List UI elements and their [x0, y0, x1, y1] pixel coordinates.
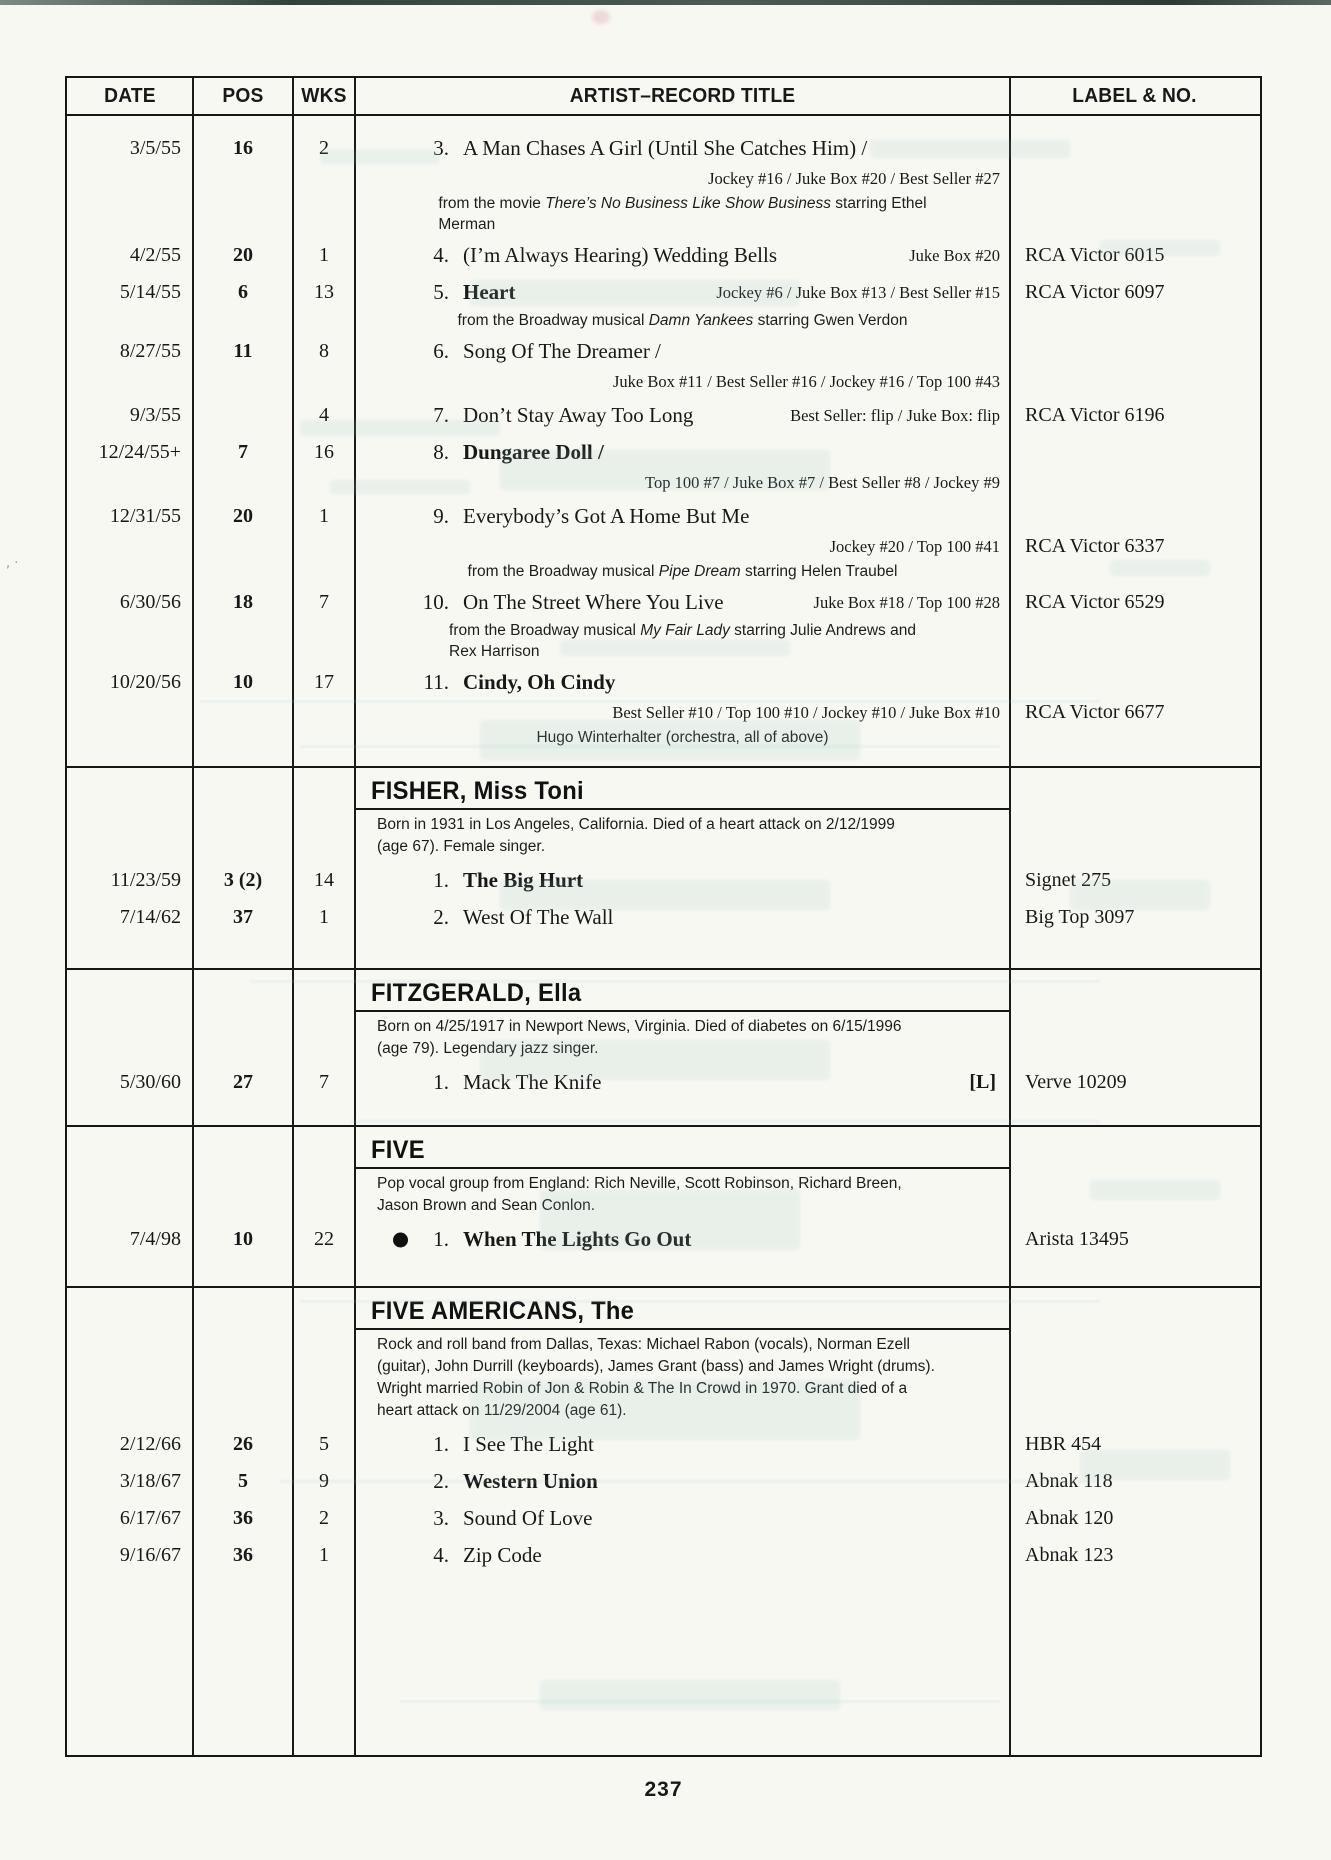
date-cell: 5/30/60	[119, 1071, 181, 1093]
page-number: 237	[644, 1778, 683, 1801]
chart-positions-row	[67, 533, 1260, 560]
artist-underline	[354, 1328, 1010, 1330]
peak-position-cell: 5	[238, 1470, 248, 1492]
song-note-line: from the movie There’s No Business Like Show Business starring Ethel	[438, 195, 927, 212]
title-cell	[355, 561, 1010, 582]
bleed-through-smudge	[560, 640, 790, 656]
peak-position-cell: 10	[233, 1228, 253, 1250]
song-title: Zip Code	[463, 1543, 542, 1567]
song-note	[457, 310, 907, 331]
weeks-cell: 1	[319, 505, 329, 527]
entry-number: 1.	[433, 1070, 449, 1094]
song-note	[468, 561, 898, 582]
entry-number: 7.	[433, 403, 449, 427]
title-cell	[355, 193, 1010, 235]
song-note-row	[67, 561, 1260, 582]
date-cell	[67, 561, 193, 582]
weeks-cell	[293, 561, 355, 582]
peak-position-cell	[193, 368, 293, 395]
artist-bio-line: Rock and roll band from Dallas, Texas: Michael Rabon (vocals), Norman Ezell	[377, 1336, 910, 1353]
chart-positions-row	[67, 165, 1260, 192]
date-cell	[67, 620, 193, 662]
record-label: HBR 454	[1025, 1433, 1102, 1455]
chart-entry-row	[67, 239, 1260, 272]
bleed-through-smudge	[470, 1380, 860, 1440]
chart-positions-inline: Juke Box #20	[909, 245, 1000, 265]
bleed-through-line	[300, 1300, 1100, 1303]
chart-positions-text: Jockey #20 / Top 100 #41	[829, 537, 1000, 556]
gold-record-dot	[393, 1232, 408, 1247]
entry-number: 2.	[433, 905, 449, 929]
entry-number: 4.	[433, 1543, 449, 1567]
column-divider	[192, 78, 194, 1755]
title-cell	[355, 1506, 1010, 1531]
entry-number: 1.	[433, 1227, 449, 1251]
record-label: RCA Victor 6337	[1025, 535, 1165, 557]
entry-number: 1.	[433, 1432, 449, 1456]
chart-positions-text: Top 100 #7 / Juke Box #7 / Best Seller #8 / Jockey #9	[645, 473, 1000, 492]
peak-position-cell: 20	[233, 505, 253, 527]
weeks-cell: 9	[319, 1470, 329, 1492]
chart-positions-text: Best Seller #10 / Top 100 #10 / Jockey #10 / Juke Box #10	[612, 703, 1000, 722]
weeks-cell	[293, 193, 355, 235]
record-label: Abnak 123	[1025, 1544, 1114, 1566]
chart-positions-inline: Juke Box #18 / Top 100 #28	[813, 592, 1000, 612]
table-header-row	[67, 78, 1260, 116]
bleed-through-smudge	[330, 480, 470, 494]
peak-position-cell: 20	[233, 244, 253, 266]
italic-work-title: Pipe Dream	[658, 563, 741, 580]
song-note-row	[67, 310, 1260, 331]
peak-position-cell: 7	[238, 441, 248, 463]
artist-bio-line: heart attack on 11/29/2004 (age 61).	[377, 1402, 627, 1419]
table-body	[67, 116, 1260, 1755]
date-cell: 9/16/67	[119, 1544, 181, 1566]
peak-position-cell	[193, 699, 293, 726]
record-label: Abnak 118	[1025, 1470, 1113, 1492]
peak-position-cell	[193, 620, 293, 662]
peak-position-cell	[193, 533, 293, 560]
record-label: RCA Victor 6015	[1025, 244, 1165, 266]
bleed-through-smudge	[300, 420, 500, 436]
chart-positions-inline: Best Seller: flip / Juke Box: flip	[790, 405, 1000, 425]
bleed-through-smudge	[480, 1040, 830, 1080]
title-cell	[355, 339, 1010, 364]
entry-number: 10.	[422, 590, 449, 614]
header-artist-record-title: ARTIST–RECORD TITLE	[569, 84, 796, 107]
artist-underline	[354, 1010, 1010, 1012]
weeks-cell	[293, 533, 355, 560]
song-note-line: Merman	[438, 216, 496, 233]
artist-name: FIVE AMERICANS, The	[371, 1296, 635, 1325]
weeks-cell: 2	[319, 137, 329, 159]
peak-position-cell: 26	[233, 1433, 253, 1455]
song-title: Heart	[463, 280, 516, 304]
italic-work-title: My Fair Lady	[640, 622, 730, 639]
weeks-cell: 7	[319, 1071, 329, 1093]
record-label	[1010, 310, 1259, 331]
artist-underline	[354, 1167, 1010, 1169]
scan-artifact	[592, 10, 610, 24]
entry-number: 6.	[433, 339, 449, 363]
date-cell: 9/3/55	[129, 404, 181, 426]
weeks-cell	[293, 699, 355, 726]
artist-bio-line: Pop vocal group from England: Rich Neville, Scott Robinson, Richard Breen,	[377, 1175, 902, 1192]
date-cell: 12/24/55+	[98, 441, 181, 463]
record-label: Abnak 120	[1025, 1507, 1114, 1529]
weeks-cell: 5	[319, 1433, 329, 1455]
date-cell	[67, 368, 193, 395]
song-title: I See The Light	[463, 1432, 594, 1456]
song-title: Dungaree Doll /	[463, 440, 604, 464]
bleed-through-smudge	[1080, 1450, 1230, 1480]
chart-table	[65, 76, 1262, 1757]
peak-position-cell	[193, 193, 293, 235]
weeks-cell: 1	[319, 1544, 329, 1566]
artist-bio-line: (guitar), John Durrill (keyboards), James Grant (bass) and James Wright (drums).	[377, 1358, 935, 1375]
title-cell	[355, 243, 1010, 268]
artist-underline	[354, 808, 1010, 810]
weeks-cell: 1	[319, 906, 329, 928]
chart-positions-inline: Jockey #6 / Juke Box #13 / Best Seller #15	[716, 282, 1000, 302]
record-label: RCA Victor 6677	[1025, 701, 1165, 723]
bleed-through-line	[350, 1120, 1100, 1123]
entry-number: 3.	[433, 136, 449, 160]
record-label: RCA Victor 6097	[1025, 281, 1165, 303]
weeks-cell: 7	[319, 591, 329, 613]
record-label: Big Top 3097	[1025, 906, 1135, 928]
header-wks: WKS	[301, 84, 347, 107]
record-label: RCA Victor 6196	[1025, 404, 1165, 426]
song-title: Song Of The Dreamer /	[463, 339, 661, 363]
chart-positions-text: Jockey #16 / Juke Box #20 / Best Seller #27	[708, 169, 1000, 188]
record-label	[1010, 469, 1259, 496]
date-cell: 10/20/56	[109, 671, 181, 693]
weeks-cell: 16	[314, 441, 334, 463]
artist-bio-line: Wright married Robin of Jon & Robin & The In Crowd in 1970. Grant died of a	[377, 1380, 908, 1397]
song-title: Everybody’s Got A Home But Me	[463, 504, 750, 528]
date-cell	[67, 193, 193, 235]
bleed-through-smudge	[870, 140, 1070, 158]
artist-name: FITZGERALD, Ella	[371, 978, 582, 1007]
peak-position-cell: 11	[233, 340, 253, 362]
record-label	[1010, 368, 1259, 395]
date-cell: 6/30/56	[119, 591, 181, 613]
peak-position-cell: 36	[233, 1507, 253, 1529]
peak-position-cell	[193, 310, 293, 331]
date-cell: 7/4/98	[129, 1228, 181, 1250]
bleed-through-line	[300, 745, 1000, 748]
chart-entry-row	[67, 500, 1260, 533]
artist-bio-line: (age 67). Female singer.	[377, 838, 546, 855]
bleed-through-line	[200, 700, 1100, 703]
bleed-through-line	[400, 1700, 1000, 1703]
peak-position-cell	[193, 165, 293, 192]
weeks-cell: 17	[314, 671, 334, 693]
date-cell	[67, 533, 193, 560]
song-title: Cindy, Oh Cindy	[463, 670, 616, 694]
date-cell: 6/17/67	[119, 1507, 181, 1529]
weeks-cell: 1	[319, 244, 329, 266]
artist-name: FISHER, Miss Toni	[371, 776, 584, 805]
date-cell	[67, 699, 193, 726]
song-title: Don’t Stay Away Too Long	[463, 403, 694, 427]
weeks-cell: 22	[314, 1228, 334, 1250]
record-label: Arista 13495	[1025, 1228, 1129, 1250]
title-cell	[355, 504, 1010, 529]
artist-name-row	[67, 774, 1260, 808]
date-cell	[67, 165, 193, 192]
weeks-cell	[293, 620, 355, 662]
record-label	[1010, 620, 1259, 662]
bleed-through-smudge	[1100, 240, 1220, 256]
song-note-line: Hugo Winterhalter (orchestra, all of above)	[536, 729, 829, 746]
bleed-through-smudge	[470, 280, 800, 306]
song-note-line: from the Broadway musical My Fair Lady starring Julie Andrews and	[449, 622, 916, 639]
pencil-mark: , ·	[6, 556, 19, 571]
entry-number: 9.	[433, 504, 449, 528]
date-cell: 2/12/66	[119, 1433, 181, 1455]
peak-position-cell: 16	[233, 137, 253, 159]
date-cell: 12/31/55	[109, 505, 181, 527]
artist-bio-line: Born in 1931 in Los Angeles, California. Died of a heart attack on 2/12/1999	[377, 816, 895, 833]
bleed-through-smudge	[540, 1680, 840, 1710]
song-note-line: from the Broadway musical Pipe Dream starring Helen Traubel	[467, 563, 898, 580]
peak-position-cell: 3 (2)	[223, 869, 263, 891]
song-title: West Of The Wall	[463, 905, 614, 929]
peak-position-cell: 6	[238, 281, 248, 303]
record-label	[1010, 165, 1259, 192]
peak-position-cell: 10	[233, 671, 253, 693]
song-title: Western Union	[463, 1469, 598, 1493]
title-cell	[355, 590, 1010, 615]
record-label: RCA Victor 6529	[1025, 591, 1165, 613]
artist-bio-line: Jason Brown and Sean Conlon.	[377, 1197, 596, 1214]
title-cell	[355, 310, 1010, 331]
weeks-cell	[293, 310, 355, 331]
record-label	[1010, 193, 1259, 235]
song-title: A Man Chases A Girl (Until She Catches Him) /	[463, 136, 868, 160]
song-note-line: from the Broadway musical Damn Yankees starring Gwen Verdon	[457, 312, 908, 329]
weeks-cell: 13	[314, 281, 334, 303]
song-note	[438, 193, 926, 235]
italic-work-title: Damn Yankees	[648, 312, 754, 329]
bleed-through-smudge	[1110, 560, 1210, 576]
record-label: Verve 10209	[1025, 1071, 1127, 1093]
entry-number: 4.	[433, 243, 449, 267]
song-title: When The Lights Go Out	[463, 1227, 692, 1251]
record-label: Signet 275	[1025, 869, 1112, 891]
bleed-through-smudge	[1090, 1180, 1220, 1200]
chart-entry-row	[67, 399, 1260, 432]
peak-position-cell: 18	[233, 591, 253, 613]
song-title: (I’m Always Hearing) Wedding Bells	[463, 243, 778, 267]
peak-position-cell: 27	[233, 1071, 253, 1093]
chart-entry-row	[67, 586, 1260, 619]
peak-position-cell	[193, 727, 293, 748]
date-cell: 11/23/59	[110, 869, 181, 891]
chart-entry-row	[67, 1539, 1260, 1572]
weeks-cell: 4	[319, 404, 329, 426]
chart-entry-row	[67, 335, 1260, 368]
weeks-cell: 14	[314, 869, 334, 891]
peak-position-cell	[193, 561, 293, 582]
weeks-cell	[293, 368, 355, 395]
artist-bio-line: (age 79). Legendary jazz singer.	[377, 1040, 599, 1057]
date-cell: 8/27/55	[119, 340, 181, 362]
chart-entry-row	[67, 666, 1260, 699]
date-cell: 7/14/62	[119, 906, 181, 928]
date-cell	[67, 727, 193, 748]
title-cell	[355, 1543, 1010, 1568]
song-note-row	[67, 193, 1260, 235]
song-title: The Big Hurt	[463, 868, 584, 892]
artist-bio	[377, 814, 997, 858]
entry-number: 3.	[433, 1506, 449, 1530]
weeks-cell: 8	[319, 340, 329, 362]
bleed-through-smudge	[1070, 880, 1210, 910]
bleed-through-smudge	[540, 1190, 800, 1250]
entry-number: 8.	[433, 440, 449, 464]
title-cell	[355, 670, 1010, 695]
date-cell: 5/14/55	[119, 281, 181, 303]
entry-number: 1.	[433, 868, 449, 892]
date-cell	[67, 310, 193, 331]
date-cell: 3/18/67	[119, 1470, 181, 1492]
weeks-cell	[293, 165, 355, 192]
artist-bio-line: Born on 4/25/1917 in Newport News, Virginia. Died of diabetes on 6/15/1996	[377, 1018, 902, 1035]
chart-entry-row	[67, 1502, 1260, 1535]
song-note-line: Rex Harrison	[449, 643, 540, 660]
peak-position-cell: 36	[233, 1544, 253, 1566]
bleed-through-line	[250, 980, 1100, 983]
bleed-through-smudge	[500, 880, 830, 910]
chart-positions-row	[67, 368, 1260, 395]
song-title: Mack The Knife	[463, 1070, 602, 1094]
entry-number: 5.	[433, 280, 449, 304]
header-date: DATE	[104, 84, 156, 107]
bleed-through-smudge	[320, 150, 440, 164]
date-cell	[67, 469, 193, 496]
chart-positions-text: Juke Box #11 / Best Seller #16 / Jockey #16 / Top 100 #43	[612, 372, 1000, 391]
peak-position-cell: 37	[233, 906, 253, 928]
date-cell: 4/2/55	[129, 244, 181, 266]
record-label	[1010, 727, 1259, 748]
date-cell: 3/5/55	[129, 137, 181, 159]
live-version-tag: [L]	[969, 1071, 996, 1093]
artist-section	[67, 766, 1260, 968]
bleed-through-smudge	[480, 720, 860, 760]
song-title: On The Street Where You Live	[463, 590, 724, 614]
weeks-cell: 2	[319, 1507, 329, 1529]
entry-number: 11.	[423, 670, 449, 694]
scan-edge-strip	[0, 0, 1331, 5]
chart-entry-row	[67, 132, 1260, 165]
peak-position-cell	[193, 469, 293, 496]
artist-name: FIVE	[371, 1135, 425, 1164]
column-divider	[292, 78, 294, 1755]
bleed-through-line	[280, 1480, 1100, 1483]
song-title: Sound Of Love	[463, 1506, 593, 1530]
header-label-no: LABEL & NO.	[1072, 84, 1197, 107]
entry-number: 2.	[433, 1469, 449, 1493]
italic-work-title: There’s No Business Like Show Business	[545, 195, 831, 212]
header-pos: POS	[222, 84, 264, 107]
artist-name-row	[67, 1133, 1260, 1167]
empty-table-space	[67, 1572, 1260, 1755]
bleed-through-smudge	[500, 450, 830, 490]
